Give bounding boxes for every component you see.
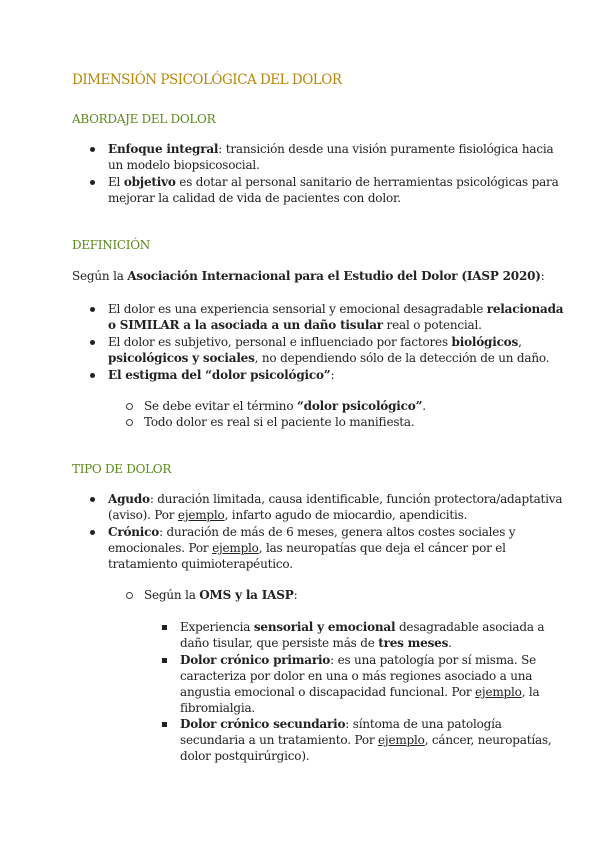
list-item-line: o SIMILAR a la asociada a un daño tisular real o potencial. — [108, 318, 482, 332]
nested-item-line: daño tisular, que persiste más de tres meses. — [180, 636, 452, 650]
bullet-disc — [90, 373, 95, 378]
bullet-square — [162, 722, 167, 727]
bullet-circle — [126, 419, 133, 426]
list-item-line: mejorar la calidad de vida de pacientes con dolor. — [108, 191, 401, 205]
bullet-circle — [126, 592, 133, 599]
link-ejemplo[interactable]: ejemplo — [177, 508, 225, 522]
nested-item-line: angustia emocional o discapacidad funcional. Por ejemplo, la — [180, 685, 540, 699]
link-ejemplo[interactable]: ejemplo — [212, 541, 259, 555]
bullet-circle — [126, 403, 133, 410]
section-heading-abordaje: ABORDAJE DEL DOLOR — [72, 112, 216, 126]
nested-item-line: Experiencia sensorial y emocional desagradable asociada a — [180, 620, 545, 634]
bullet-disc — [90, 180, 95, 185]
bullet-disc — [90, 530, 95, 535]
bullet-square — [162, 625, 167, 630]
nested-item-line: caracteriza por dolor en una o más regiones asociado a una — [180, 669, 533, 683]
list-item-line: emocionales. Por ejemplo, las neuropatías que deja el cáncer por el — [108, 541, 506, 555]
sublist-item-line: Según la OMS y la IASP: — [144, 588, 298, 602]
nested-item-line: dolor postquirúrgico). — [180, 749, 310, 763]
bullet-square — [162, 658, 167, 663]
bullet-disc — [90, 340, 95, 345]
nested-item-line: secundaria a un tratamiento. Por ejemplo, cáncer, neuropatías, — [180, 733, 552, 747]
list-item-line: El dolor es una experiencia sensorial y emocional desagradable relacionada — [108, 302, 564, 316]
sublist-item-line: Se debe evitar el término “dolor psicológico”. — [144, 399, 426, 413]
section-heading-definicion: DEFINICIÓN — [72, 238, 150, 252]
list-item-line: (aviso). Por ejemplo, infarto agudo de miocardio, apendicitis. — [108, 508, 468, 522]
list-item-line: Crónico: duración de más de 6 meses, genera altos costes sociales y — [108, 525, 516, 539]
list-item-line: Enfoque integral: transición desde una visión puramente fisiológica hacia — [108, 142, 554, 156]
section-heading-tipo: TIPO DE DOLOR — [72, 462, 172, 476]
list-item-line: un modelo biopsicosocial. — [108, 158, 260, 172]
bullet-disc — [90, 497, 95, 502]
link-ejemplo[interactable]: ejemplo — [378, 733, 425, 747]
document-title: DIMENSIÓN PSICOLÓGICA DEL DOLOR — [72, 72, 342, 88]
list-item-line: El objetivo es dotar al personal sanitario de herramientas psicológicas para — [108, 175, 559, 189]
paragraph: Según la Asociación Internacional para el Estudio del Dolor (IASP 2020): — [72, 269, 545, 283]
list-item-line: El dolor es subjetivo, personal e influenciado por factores biológicos, — [108, 335, 522, 349]
list-item-line: tratamiento quimioterapéutico. — [108, 557, 293, 571]
bullet-disc — [90, 147, 95, 152]
list-item-line: psicológicos y sociales, no dependiendo sólo de la detección de un daño. — [108, 351, 550, 365]
nested-item-line: Dolor crónico secundario: síntoma de una patología — [180, 717, 502, 731]
list-item-line: Agudo: duración limitada, causa identificable, función protectora/adaptativa — [108, 492, 563, 506]
sublist-item-line: Todo dolor es real si el paciente lo manifiesta. — [144, 415, 415, 429]
nested-item-line: Dolor crónico primario: es una patología por sí misma. Se — [180, 653, 537, 667]
list-item-line: El estigma del “dolor psicológico”: — [108, 368, 335, 382]
bullet-disc — [90, 307, 95, 312]
nested-item-line: fibromialgia. — [180, 701, 256, 715]
link-ejemplo[interactable]: ejemplo — [475, 685, 522, 699]
